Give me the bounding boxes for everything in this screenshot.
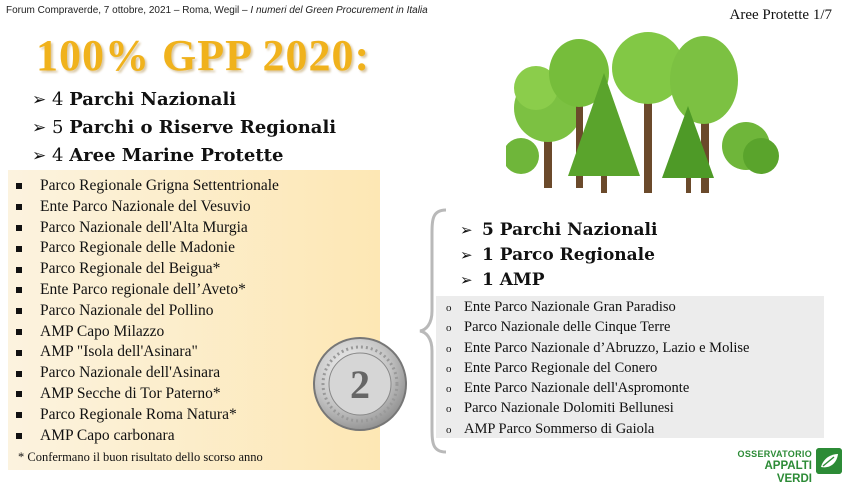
list-item: AMP "Isola dell'Asinara" — [16, 342, 279, 363]
arrowhead-bullet-icon: ➢ — [32, 146, 47, 166]
list-item: Parco Regionale Grigna Settentrionale — [16, 176, 279, 197]
summary-item: ➢ 5 Parchi Nazionali — [460, 218, 657, 243]
circle-bullet-icon: o — [446, 362, 452, 375]
summary-item: ➢ 1 AMP — [460, 268, 657, 293]
square-bullet-icon — [16, 204, 22, 210]
list-item: o Parco Nazionale Dolomiti Bellunesi — [446, 399, 749, 419]
summary-item: ➢ 1 Parco Regionale — [460, 243, 657, 268]
leaf-icon — [816, 448, 842, 474]
circle-bullet-icon: o — [446, 342, 452, 355]
list-item: o Ente Parco Regionale del Conero — [446, 359, 749, 379]
circle-bullet-icon: o — [446, 423, 452, 436]
right-entity-list — [446, 298, 749, 440]
arrowhead-bullet-icon: ➢ — [460, 246, 473, 264]
bush-icon — [722, 122, 779, 174]
square-bullet-icon — [16, 329, 22, 335]
left-entity-list — [16, 176, 279, 446]
square-bullet-icon — [16, 350, 22, 356]
summary-item: ➢ 4 Parchi Nazionali — [32, 86, 336, 114]
trees-illustration — [506, 28, 796, 198]
square-bullet-icon — [16, 246, 22, 252]
slide-label: Aree Protette 1/7 — [729, 7, 832, 23]
square-bullet-icon — [16, 371, 22, 377]
list-item: Ente Parco regionale dell’Aveto* — [16, 280, 279, 301]
square-bullet-icon — [16, 267, 22, 273]
arrowhead-bullet-icon: ➢ — [32, 118, 47, 138]
square-bullet-icon — [16, 433, 22, 439]
list-item: Parco Regionale Roma Natura* — [16, 405, 279, 426]
footnote: * Confermano il buon risultato dello scorso anno — [18, 450, 263, 464]
list-item: o AMP Parco Sommerso di Gaiola — [446, 420, 749, 440]
circle-bullet-icon: o — [446, 302, 452, 314]
summary-item: ➢ 5 Parchi o Riserve Regionali — [32, 114, 336, 142]
list-item: Parco Nazionale del Pollino — [16, 301, 279, 322]
list-item: o Ente Parco Nazionale Gran Paradiso — [446, 298, 749, 318]
osservatorio-logo — [732, 446, 844, 485]
silver-coin-icon — [312, 336, 408, 432]
logo-text: OSSERVATORIO APPALTI VERDI — [737, 449, 812, 485]
list-item: Parco Nazionale dell'Alta Murgia — [16, 218, 279, 239]
list-item: Ente Parco Nazionale del Vesuvio — [16, 197, 279, 218]
list-item: AMP Capo carbonara — [16, 426, 279, 447]
header-source — [6, 5, 428, 16]
bush-icon — [506, 138, 539, 174]
square-bullet-icon — [16, 225, 22, 231]
list-item: o Parco Nazionale delle Cinque Terre — [446, 318, 749, 338]
circle-bullet-icon: o — [446, 322, 452, 335]
summary-item: ➢ 4 Aree Marine Protette — [32, 142, 336, 170]
list-item: Parco Regionale delle Madonie — [16, 238, 279, 259]
square-bullet-icon — [16, 308, 22, 314]
square-bullet-icon — [16, 391, 22, 397]
list-item: Parco Regionale del Beigua* — [16, 259, 279, 280]
summary-list — [32, 86, 336, 170]
list-item: AMP Secche di Tor Paterno* — [16, 384, 279, 405]
list-item: o Ente Parco Nazionale dell'Aspromonte — [446, 379, 749, 399]
circle-bullet-icon: o — [446, 383, 452, 396]
arrowhead-bullet-icon: ➢ — [460, 271, 473, 289]
coin-number: 2 — [350, 362, 370, 407]
slide-title: 100% GPP 2020: — [36, 31, 371, 80]
list-item: Parco Nazionale dell'Asinara — [16, 363, 279, 384]
header-talk-title: I numeri del Green Procurement in Italia — [250, 5, 428, 16]
square-bullet-icon — [16, 287, 22, 293]
square-bullet-icon — [16, 412, 22, 418]
circle-bullet-icon: o — [446, 403, 452, 416]
list-item: o Ente Parco Nazionale d’Abruzzo, Lazio e Molise — [446, 339, 749, 359]
list-item: AMP Capo Milazzo — [16, 322, 279, 343]
square-bullet-icon — [16, 183, 22, 189]
right-summary-list — [460, 218, 657, 293]
arrowhead-bullet-icon: ➢ — [32, 90, 47, 110]
header-source-text: Forum Compraverde, 7 ottobre, 2021 – Roma, Wegil – — [6, 5, 248, 16]
arrowhead-bullet-icon: ➢ — [460, 221, 473, 239]
